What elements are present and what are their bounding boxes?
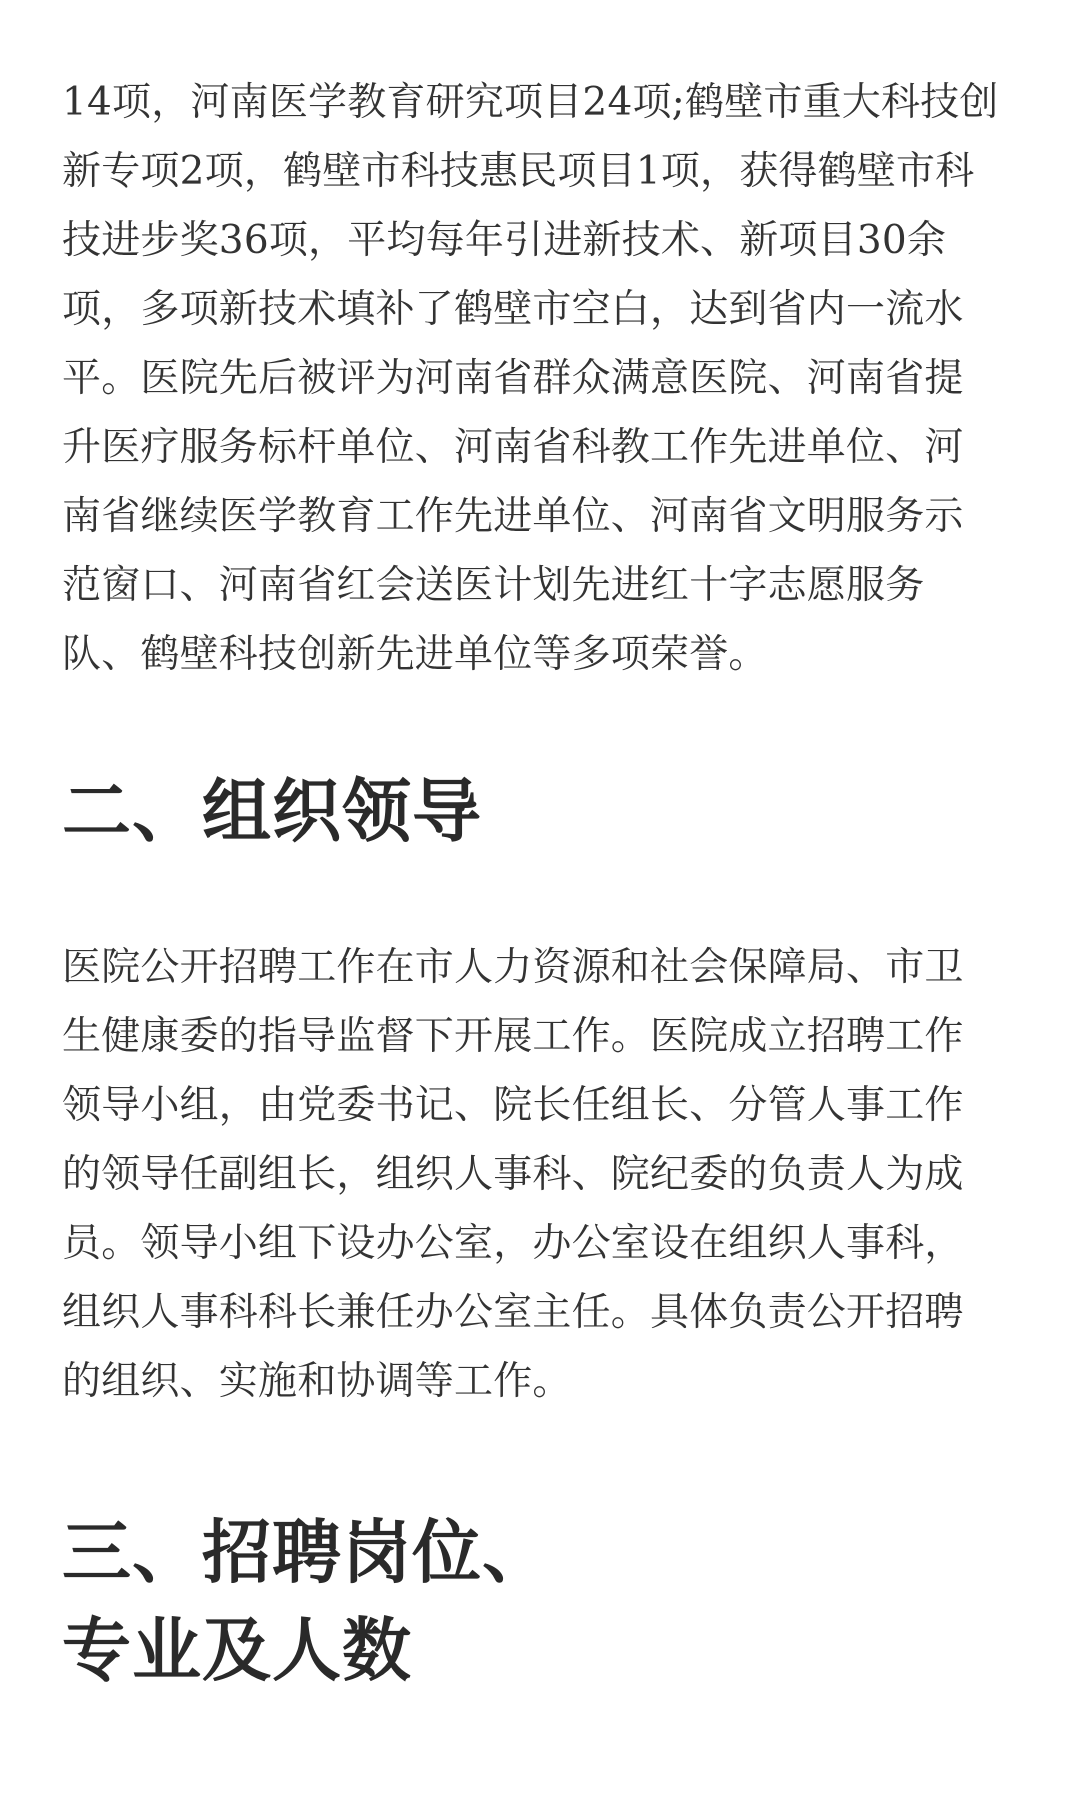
section-heading-positions <box>62 1504 1022 1700</box>
heading-line: 专业及人数 <box>62 1610 412 1691</box>
paragraph-line: 队、鹤壁科技创新先进单位等多项荣誉。 <box>62 632 768 677</box>
paragraph-line: 新专项2项，鹤壁市科技惠民项目1项，获得鹤壁市科 <box>62 149 975 194</box>
paragraph-line: 14项，河南医学教育研究项目24项;鹤壁市重大科技创 <box>62 80 999 125</box>
heading-line: 三、招聘岗位、 <box>62 1512 552 1593</box>
section-heading-organization: 二、组织领导 <box>62 771 482 852</box>
paragraph-line: 员。领导小组下设办公室，办公室设在组织人事科， <box>62 1221 964 1266</box>
paragraph-line: 升医疗服务标杆单位、河南省科教工作先进单位、河 <box>62 425 964 470</box>
article-body <box>62 68 1022 1700</box>
paragraph-line: 的组织、实施和协调等工作。 <box>62 1359 572 1404</box>
paragraph-line: 的领导任副组长，组织人事科、院纪委的负责人为成 <box>62 1152 964 1197</box>
paragraph-line: 范窗口、河南省红会送医计划先进红十字志愿服务 <box>62 563 925 608</box>
organization-paragraph <box>62 933 1022 1416</box>
paragraph-line: 生健康委的指导监督下开展工作。医院成立招聘工作 <box>62 1014 964 1059</box>
intro-paragraph <box>62 68 1022 689</box>
paragraph-line: 组织人事科科长兼任办公室主任。具体负责公开招聘 <box>62 1290 964 1335</box>
paragraph-line: 技进步奖36项，平均每年引进新技术、新项目30余 <box>62 218 947 263</box>
paragraph-line: 平。医院先后被评为河南省群众满意医院、河南省提 <box>62 356 964 401</box>
paragraph-line: 南省继续医学教育工作先进单位、河南省文明服务示 <box>62 494 964 539</box>
paragraph-line: 医院公开招聘工作在市人力资源和社会保障局、市卫 <box>62 945 964 990</box>
paragraph-line: 项，多项新技术填补了鹤壁市空白，达到省内一流水 <box>62 287 964 332</box>
paragraph-line: 领导小组，由党委书记、院长任组长、分管人事工作 <box>62 1083 964 1128</box>
